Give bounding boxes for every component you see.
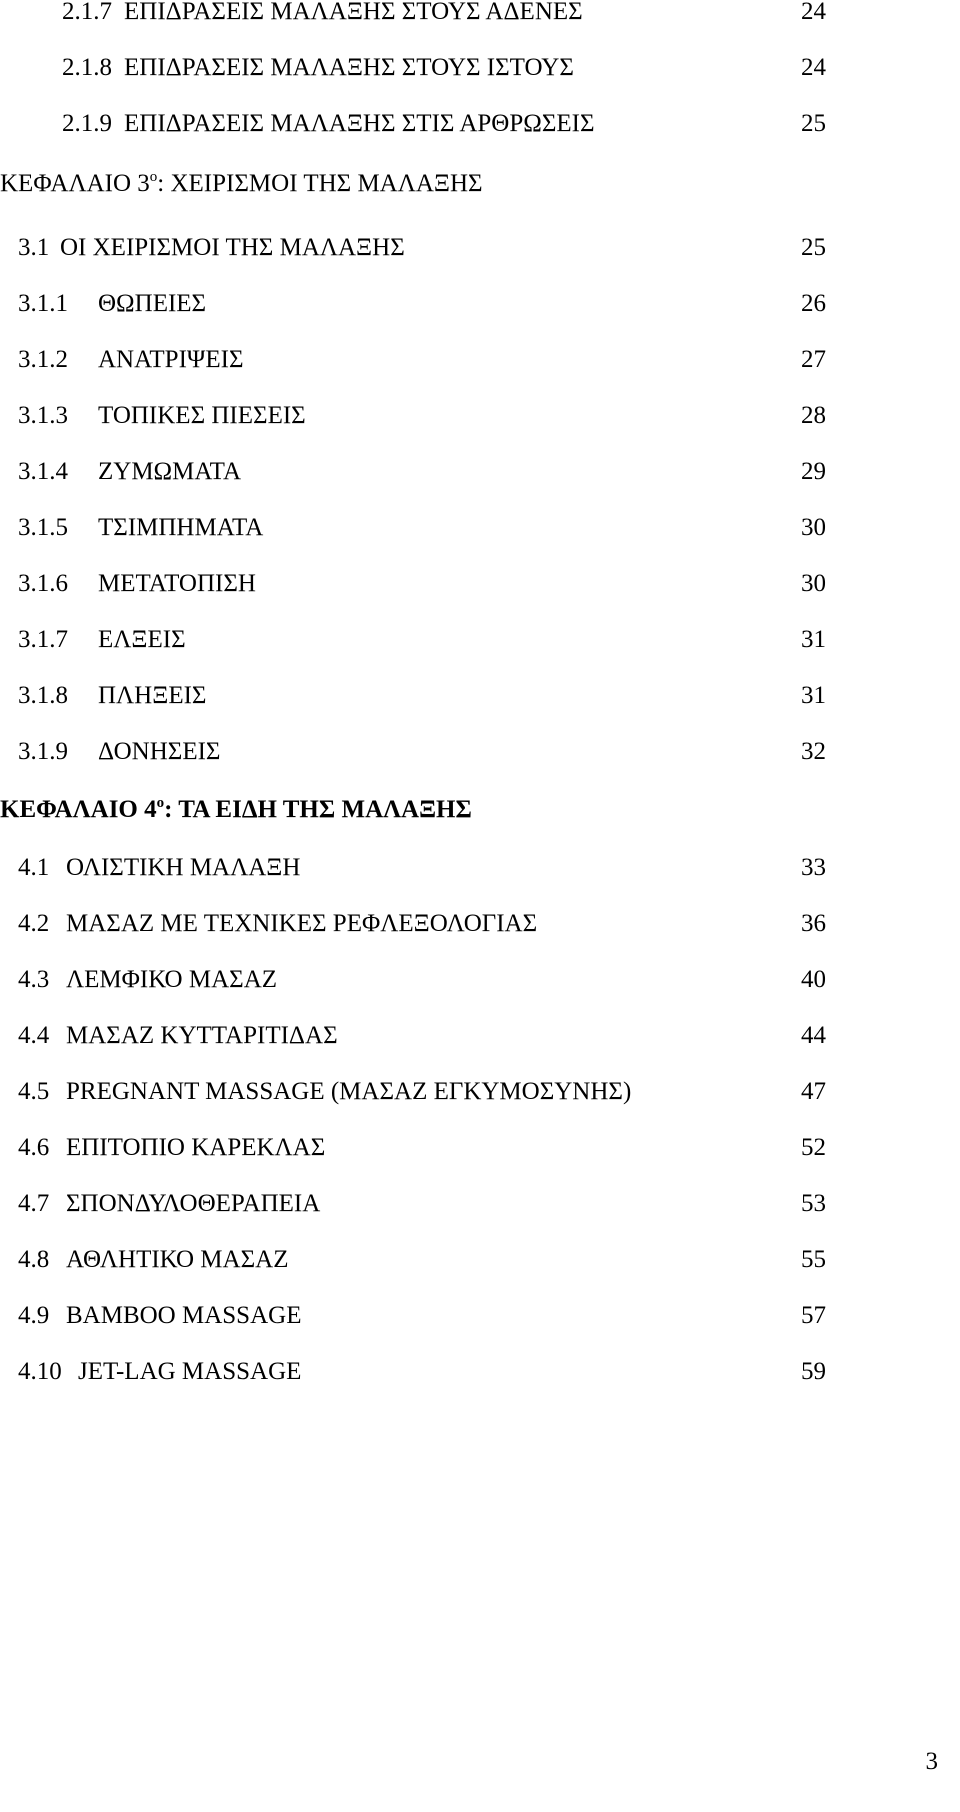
toc-entry-number: 3.1: [18, 234, 50, 261]
toc-entry-page: 31: [801, 626, 826, 653]
toc-entry: [0, 676, 960, 716]
toc-entry-title: ΠΛΗΞΕΙΣ: [98, 682, 207, 709]
toc-entry-number: 3.1.7: [18, 626, 68, 653]
toc-entry-number: 4.4: [18, 1022, 50, 1049]
toc-entry-number: 2.1.8: [62, 54, 112, 81]
toc-entry-page: 26: [801, 290, 826, 317]
chapter-4-title: : ΤΑ ΕΙΔΗ ΤΗΣ ΜΑΛΑΞΗΣ: [164, 796, 472, 823]
toc-entry-title: ΜΑΣΑΖ ΚΥΤΤΑΡΙΤΙΔΑΣ: [66, 1022, 338, 1049]
toc-entry: [0, 0, 960, 32]
toc-entry-number: 4.3: [18, 966, 50, 993]
chapter-3-prefix: ΚΕΦΑΛΑΙΟ 3: [0, 170, 150, 197]
toc-entry-page: 55: [801, 1246, 826, 1273]
toc-entry-title: ΑΝΑΤΡΙΨΕΙΣ: [98, 346, 244, 373]
toc-entry: [0, 396, 960, 436]
chapter-3-ordinal: ο: [149, 169, 158, 185]
toc-entry-page: 30: [801, 514, 826, 541]
toc-entry-number: 2.1.7: [62, 0, 112, 25]
toc-entry-title: ΘΩΠΕΙΕΣ: [98, 290, 207, 317]
toc-entry-number: 3.1.2: [18, 346, 68, 373]
toc-entry: [0, 1072, 960, 1112]
page-number: 3: [925, 1748, 938, 1775]
toc-entry-page: 36: [801, 910, 826, 937]
toc-entry-title: ΣΠΟΝΔΥΛΟΘΕΡΑΠΕΙΑ: [66, 1190, 321, 1217]
toc-entry-title: ΟΛΙΣΤΙΚΗ ΜΑΛΑΞΗ: [66, 854, 301, 881]
toc-entry-page: 33: [801, 854, 826, 881]
toc-entry-title: ΕΠΙΔΡΑΣΕΙΣ ΜΑΛΑΞΗΣ ΣΤΟΥΣ ΙΣΤΟΥΣ: [124, 54, 574, 81]
toc-entry: [0, 848, 960, 888]
chapter-3-title: : ΧΕΙΡΙΣΜΟΙ ΤΗΣ ΜΑΛΑΞΗΣ: [157, 170, 483, 197]
toc-entry: [0, 1128, 960, 1168]
toc-entry-number: 2.1.9: [62, 110, 112, 137]
toc-entry-title: ΤΟΠΙΚΕΣ ΠΙΕΣΕΙΣ: [98, 402, 306, 429]
toc-entry-title: PREGNANT MASSAGE (ΜΑΣΑΖ ΕΓΚΥΜΟΣΥΝΗΣ): [66, 1078, 632, 1105]
toc-entry-number: 4.1: [18, 854, 50, 881]
toc-entry: [0, 340, 960, 380]
toc-entry-number: 3.1.4: [18, 458, 68, 485]
toc-entry-page: 59: [801, 1358, 826, 1385]
toc-entry-number: 4.8: [18, 1246, 50, 1273]
toc-entry-number: 4.2: [18, 910, 50, 937]
toc-entry-page: 25: [801, 234, 826, 261]
toc-entry-page: 47: [801, 1078, 826, 1105]
toc-entry: [0, 564, 960, 604]
toc-entry: [0, 48, 960, 88]
toc-entry: [0, 1016, 960, 1056]
toc-entry-title: ΟΙ ΧΕΙΡΙΣΜΟΙ ΤΗΣ ΜΑΛΑΞΗΣ: [60, 234, 405, 261]
toc-entry: [0, 960, 960, 1000]
toc-entry-title: ΜΑΣΑΖ ΜΕ ΤΕΧΝΙΚΕΣ ΡΕΦΛΕΞΟΛΟΓΙΑΣ: [66, 910, 538, 937]
toc-entry-title: ΤΣΙΜΠΗΜΑΤΑ: [98, 514, 264, 541]
toc-entry-number: 3.1.1: [18, 290, 68, 317]
toc-entry: [0, 508, 960, 548]
toc-entry-page: 25: [801, 110, 826, 137]
toc-entry: [0, 732, 960, 772]
toc-entry: [0, 228, 960, 268]
chapter-3-heading: [0, 164, 483, 204]
toc-entry-title: ΕΠΙΤΟΠΙΟ ΚΑΡΕΚΛΑΣ: [66, 1134, 326, 1161]
toc-entry-page: 30: [801, 570, 826, 597]
toc-entry-number: 3.1.8: [18, 682, 68, 709]
toc-entry-page: 57: [801, 1302, 826, 1329]
toc-entry-number: 3.1.6: [18, 570, 68, 597]
toc-entry-title: ΕΛΞΕΙΣ: [98, 626, 186, 653]
toc-entry-page: 29: [801, 458, 826, 485]
toc-entry-title: ΔΟΝΗΣΕΙΣ: [98, 738, 221, 765]
toc-entry-number: 3.1.9: [18, 738, 68, 765]
toc-entry-title: JET-LAG MASSAGE: [78, 1358, 302, 1385]
toc-entry-page: 24: [801, 54, 826, 81]
toc-entry: [0, 452, 960, 492]
toc-entry-page: 53: [801, 1190, 826, 1217]
toc-entry-page: 28: [801, 402, 826, 429]
toc-entry-title: ΖΥΜΩΜΑΤΑ: [98, 458, 241, 485]
toc-entry-title: BAMBOO MASSAGE: [66, 1302, 302, 1329]
toc-entry: [0, 904, 960, 944]
toc-entry: [0, 104, 960, 144]
toc-entry-page: 24: [801, 0, 826, 25]
toc-entry-number: 4.9: [18, 1302, 50, 1329]
toc-entry: [0, 620, 960, 660]
toc-entry-page: 40: [801, 966, 826, 993]
toc-entry-page: 32: [801, 738, 826, 765]
toc-entry: [0, 284, 960, 324]
toc-entry-title: ΕΠΙΔΡΑΣΕΙΣ ΜΑΛΑΞΗΣ ΣΤΙΣ ΑΡΘΡΩΣΕΙΣ: [124, 110, 595, 137]
chapter-4-prefix: ΚΕΦΑΛΑΙΟ 4: [0, 796, 157, 823]
toc-entry: [0, 1184, 960, 1224]
toc-entry-number: 4.6: [18, 1134, 50, 1161]
toc-entry-page: 44: [801, 1022, 826, 1049]
toc-entry-number: 3.1.3: [18, 402, 68, 429]
toc-entry-page: 52: [801, 1134, 826, 1161]
toc-entry-number: 4.5: [18, 1078, 50, 1105]
toc-entry-number: 4.10: [18, 1358, 62, 1385]
toc-entry-title: ΛΕΜΦΙΚΟ ΜΑΣΑΖ: [66, 966, 278, 993]
toc-entry-page: 31: [801, 682, 826, 709]
toc-entry-number: 3.1.5: [18, 514, 68, 541]
toc-entry-title: ΑΘΛΗΤΙΚΟ ΜΑΣΑΖ: [66, 1246, 289, 1273]
toc-entry-title: ΕΠΙΔΡΑΣΕΙΣ ΜΑΛΑΞΗΣ ΣΤΟΥΣ ΑΔΕΝΕΣ: [124, 0, 583, 25]
toc-entry-number: 4.7: [18, 1190, 50, 1217]
toc-entry: [0, 1352, 960, 1392]
chapter-4-ordinal: ο: [156, 795, 165, 811]
chapter-4-heading: [0, 790, 472, 830]
toc-entry-page: 27: [801, 346, 826, 373]
toc-entry-title: ΜΕΤΑΤΟΠΙΣΗ: [98, 570, 256, 597]
toc-entry: [0, 1240, 960, 1280]
toc-entry: [0, 1296, 960, 1336]
